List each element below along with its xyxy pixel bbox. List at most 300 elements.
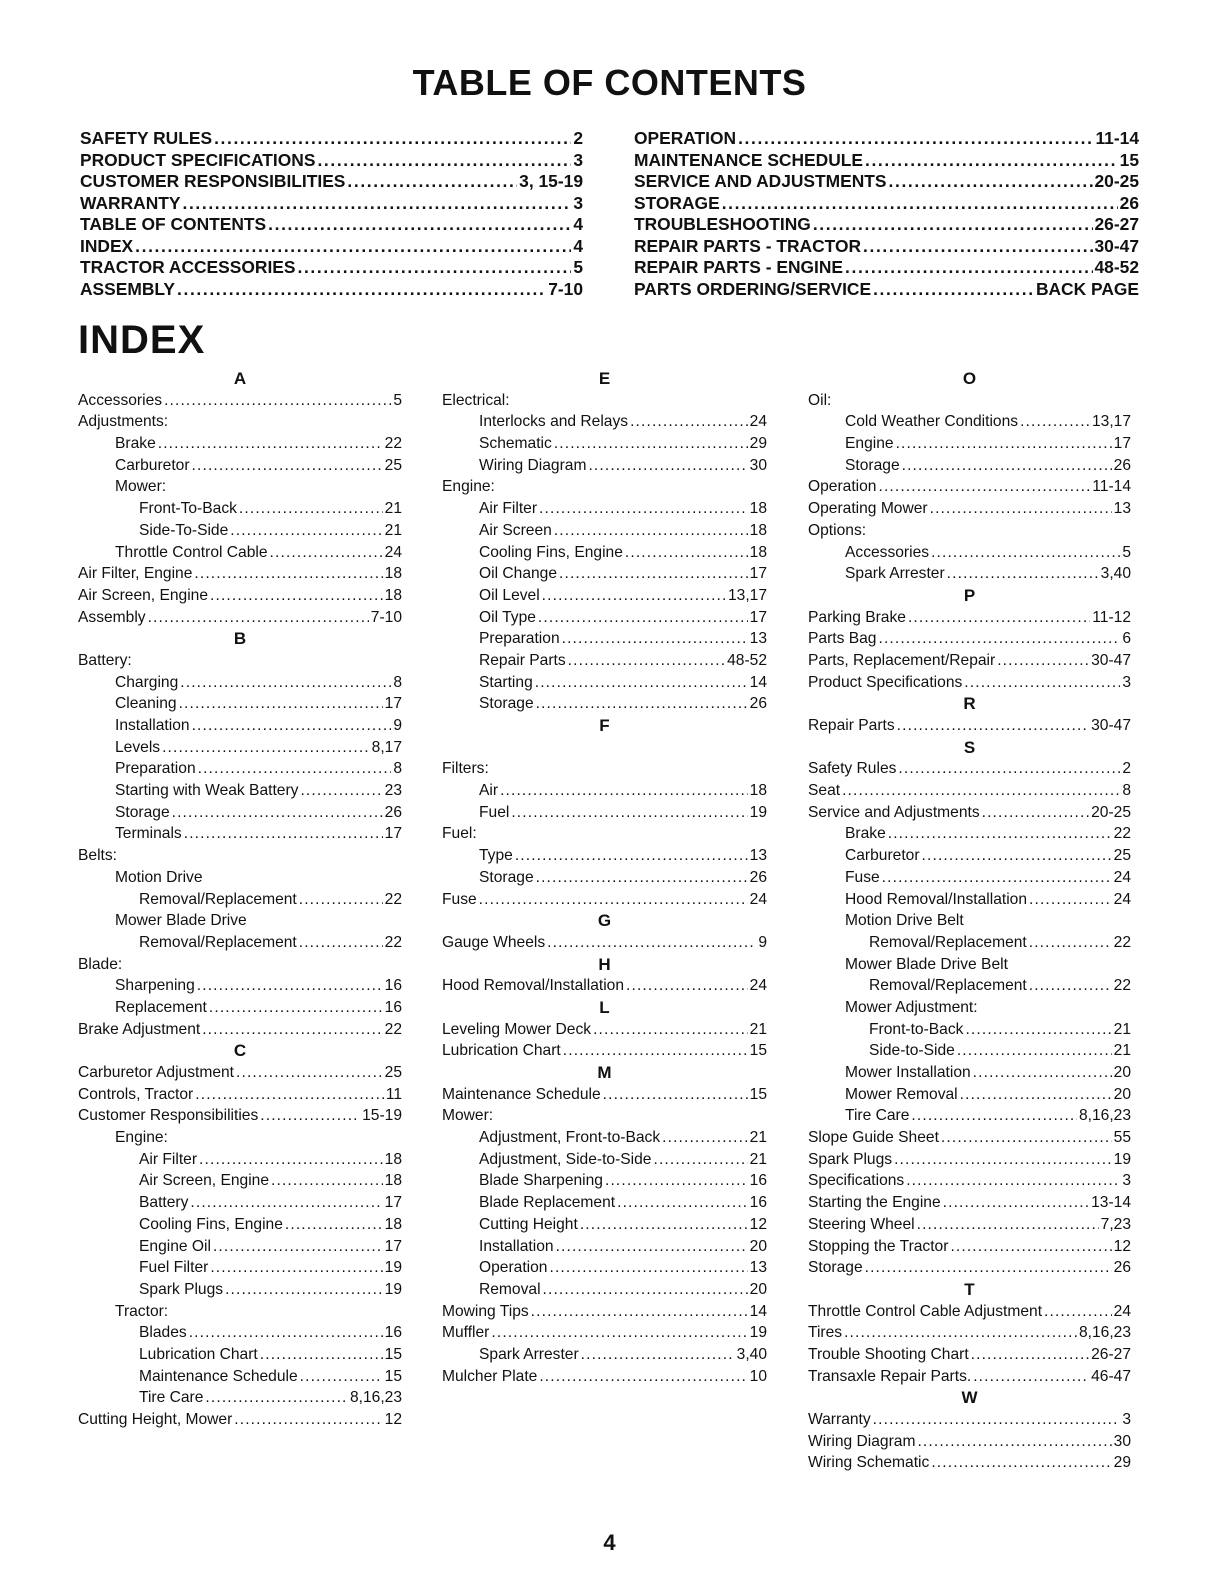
dot-leader (603, 1084, 748, 1106)
toc-entry-label: PRODUCT SPECIFICATIONS (80, 149, 316, 170)
index-entry (78, 390, 402, 412)
index-entry-label: Battery (139, 1194, 189, 1212)
index-heading: INDEX (78, 318, 206, 362)
index-entry (808, 1040, 1131, 1062)
index-entry-label: Tractor: (115, 1302, 169, 1320)
dot-leader (543, 1279, 748, 1301)
dot-leader (515, 845, 748, 867)
index-entry (808, 845, 1131, 867)
index-entry-page: 30-47 (1091, 651, 1131, 669)
dot-leader (205, 1387, 348, 1409)
index-entry-page: 18 (384, 1150, 402, 1168)
index-entry-label: Brake (115, 435, 156, 453)
index-entry-label: Throttle Control Cable (115, 543, 268, 561)
toc-entry (80, 128, 583, 150)
index-entry (78, 1236, 402, 1258)
index-entry (808, 628, 1131, 650)
toc-entry (634, 279, 1139, 301)
index-entry (78, 867, 402, 889)
dot-leader (317, 150, 571, 172)
index-entry (442, 542, 767, 564)
index-entry (78, 563, 402, 585)
index-entry (808, 910, 1131, 932)
index-entry (808, 520, 1131, 542)
index-entry-page: 3,40 (1100, 565, 1131, 583)
index-entry-label: Maintenance Schedule (139, 1367, 298, 1385)
index-entry-label: Oil: (808, 391, 832, 409)
index-entry-label: Fuel (479, 803, 510, 821)
index-entry-label: Lubrication Chart (442, 1042, 561, 1060)
index-entry-label: Throttle Control Cable Adjustment (808, 1302, 1043, 1320)
dot-leader (539, 1366, 747, 1388)
dot-leader (906, 1170, 1120, 1192)
dot-leader (917, 1431, 1111, 1453)
index-entry (808, 563, 1131, 585)
dot-leader (973, 1062, 1112, 1084)
dot-leader (898, 758, 1120, 780)
index-entry (78, 520, 402, 542)
index-entry-page: 2 (1122, 760, 1131, 778)
dot-leader (593, 1019, 748, 1041)
dot-leader (190, 1192, 382, 1214)
dot-leader (896, 433, 1112, 455)
index-entry-page: 48-52 (727, 651, 767, 669)
dot-leader (957, 1040, 1112, 1062)
index-entry-page: 16 (384, 977, 402, 995)
index-entry-page: 13-14 (1091, 1194, 1131, 1212)
index-entry-page: 17 (384, 1237, 402, 1255)
dot-leader (347, 171, 517, 193)
index-entry (78, 823, 402, 845)
toc-entry (634, 214, 1139, 236)
index-entry-label: Storage (479, 868, 534, 886)
index-entry-page: 3,40 (736, 1345, 767, 1363)
index-entry (78, 1301, 402, 1323)
dot-leader (625, 542, 748, 564)
index-entry-page: 21 (384, 500, 402, 518)
toc-entry-label: SAFETY RULES (80, 128, 213, 148)
index-entry-page: 24 (1113, 890, 1131, 908)
index-entry (808, 823, 1131, 845)
dot-leader (873, 279, 1034, 301)
index-entry (442, 845, 767, 867)
index-entry (442, 1257, 767, 1279)
toc-entry-page: 3 (573, 149, 583, 170)
index-entry (808, 954, 1131, 976)
dot-leader (865, 1257, 1112, 1279)
index-letter-heading: S (963, 737, 976, 757)
index-entry-label: Removal (479, 1280, 541, 1298)
index-entry-label: Operating Mower (808, 500, 928, 518)
index-entry-label: Cooling Fins, Engine (479, 543, 623, 561)
index-entry-page: 8 (393, 673, 402, 691)
index-entry-label: Blade Sharpening (479, 1172, 603, 1190)
dot-leader (580, 1214, 748, 1236)
index-entry-label: Mower Removal (845, 1085, 958, 1103)
index-entry-page: 26 (749, 868, 767, 886)
index-entry-page: 22 (384, 1020, 402, 1038)
index-entry-page: 17 (384, 695, 402, 713)
index-entry-page: 22 (384, 933, 402, 951)
dot-leader (230, 520, 382, 542)
dot-leader (135, 236, 571, 258)
index-entry-label: Oil Level (479, 586, 540, 604)
index-entry-label: Leveling Mower Deck (442, 1020, 592, 1038)
index-entry-label: Engine: (442, 478, 495, 496)
dot-leader (162, 737, 370, 759)
index-entry (442, 585, 767, 607)
dot-leader (1029, 932, 1112, 954)
toc-entry-label: MAINTENANCE SCHEDULE (634, 149, 863, 170)
toc-entry (80, 279, 583, 301)
index-entry (78, 1344, 402, 1366)
index-letter-heading: G (597, 911, 612, 931)
index-entry-label: Brake Adjustment (78, 1020, 201, 1038)
index-entry (78, 1387, 402, 1409)
index-entry-page: 46-47 (1091, 1367, 1131, 1385)
dot-leader (299, 889, 383, 911)
dot-leader (554, 433, 748, 455)
index-entry-page: 22 (384, 435, 402, 453)
index-entry-label: Spark Plugs (139, 1280, 224, 1298)
index-entry-label: Accessories (78, 391, 163, 409)
index-entry (78, 672, 402, 694)
toc-entry-page: 15 (1119, 149, 1139, 170)
index-entry (442, 758, 767, 780)
dot-leader (563, 1040, 748, 1062)
index-entry-page: 17 (384, 1194, 402, 1212)
index-entry-label: Replacement (115, 998, 207, 1016)
toc-entry (634, 193, 1139, 215)
index-entry-page: 24 (749, 890, 767, 908)
index-entry-page: 30-47 (1091, 717, 1131, 734)
dot-leader (617, 1192, 748, 1214)
index-entry-label: Blade Replacement (479, 1194, 616, 1212)
index-entry (442, 693, 767, 715)
index-entry-page: 24 (1113, 868, 1131, 886)
index-entry-label: Front-to-Back (869, 1020, 964, 1038)
index-letter-heading: E (598, 369, 611, 388)
index-entry-label: Carburetor (115, 456, 190, 474)
index-entry-label: Storage (479, 695, 534, 713)
dot-leader (878, 476, 1090, 498)
index-letter-heading: C (233, 1041, 247, 1061)
index-entry-page: 19 (749, 803, 767, 821)
index-entry (78, 607, 402, 629)
index-entry-label: Sharpening (115, 977, 195, 995)
dot-leader (202, 1019, 382, 1041)
index-entry-label: Tire Care (845, 1107, 910, 1125)
index-entry-page: 20 (749, 1237, 767, 1255)
index-entry-page: 18 (384, 565, 402, 583)
dot-leader (1029, 889, 1112, 911)
index-entry-label: Air Screen (479, 521, 552, 539)
toc-entry-page: 7-10 (548, 278, 583, 299)
index-entry-page: 9 (758, 933, 767, 951)
index-entry-label: Cold Weather Conditions (845, 413, 1019, 431)
index-entry-page: 23 (384, 782, 402, 800)
index-entry (808, 1236, 1131, 1258)
index-entry-label: Mower Blade Drive Belt (845, 955, 1008, 973)
dot-leader (1020, 411, 1090, 433)
index-entry-label: Electrical: (442, 391, 510, 409)
index-entry-page: 14 (749, 1302, 767, 1320)
index-entry-page: 24 (1113, 1302, 1131, 1320)
toc-entry-page: 5 (573, 257, 583, 277)
dot-leader (197, 975, 383, 997)
index-entry (442, 520, 767, 542)
index-entry-label: Accessories (845, 543, 930, 561)
index-entry (808, 715, 1131, 737)
dot-leader (198, 758, 392, 780)
index-entry (78, 889, 402, 911)
index-entry (808, 390, 1131, 412)
index-entry-label: Motion Drive Belt (845, 912, 964, 930)
index-entry (442, 1236, 767, 1258)
index-entry-page: 22 (1113, 825, 1131, 843)
index-entry-page: 26 (384, 803, 402, 821)
index-entry-page: 11-12 (1092, 608, 1131, 626)
index-entry (808, 1214, 1131, 1236)
dot-leader (491, 1322, 747, 1344)
toc-entry (80, 214, 583, 236)
index-entry-page: 26 (1113, 456, 1131, 474)
index-entry-label: Starting (479, 673, 533, 691)
index-entry-label: Storage (115, 803, 170, 821)
index-entry-page: 8,17 (371, 738, 402, 756)
index-entry-page: 7-10 (370, 608, 402, 626)
index-entry (808, 1301, 1131, 1323)
index-entry-label: Engine (845, 435, 894, 453)
dot-leader (554, 520, 748, 542)
dot-leader (195, 1084, 384, 1106)
index-entry (78, 433, 402, 455)
dot-leader (192, 455, 383, 477)
dot-leader (626, 975, 748, 997)
index-letter-heading: A (233, 369, 247, 388)
index-letter-heading: T (964, 1279, 975, 1299)
index-entry (808, 1149, 1131, 1171)
index-entry-label: Warranty (808, 1411, 871, 1428)
index-entry-label: Specifications (808, 1172, 905, 1190)
index-entry (442, 650, 767, 672)
index-entry (442, 672, 767, 694)
dot-leader (180, 672, 391, 694)
index-entry (808, 498, 1131, 520)
index-entry-page: 12 (749, 1215, 767, 1233)
index-entry-page: 13 (749, 847, 767, 865)
toc-entry-page: 30-47 (1094, 235, 1139, 256)
toc-entry (634, 236, 1139, 258)
index-entry (808, 1127, 1131, 1149)
index-entry (78, 758, 402, 780)
index-entry (78, 1214, 402, 1236)
toc-entry (634, 150, 1139, 172)
index-entry-label: Spark Plugs (808, 1150, 893, 1168)
index-entry (78, 975, 402, 997)
index-entry (808, 650, 1131, 672)
index-entry-label: Air (479, 782, 499, 800)
index-letter-heading: B (233, 629, 247, 649)
index-entry-page: 21 (384, 521, 402, 539)
dot-leader (271, 1170, 383, 1192)
toc-entry-label: REPAIR PARTS - ENGINE (634, 257, 844, 277)
index-entry-page: 8,16,23 (349, 1389, 402, 1407)
index-entry-page: 5 (393, 391, 402, 409)
toc-entry-page: 2 (573, 128, 583, 148)
dot-leader (531, 1301, 748, 1323)
index-entry-label: Options: (808, 521, 867, 539)
dot-leader (878, 628, 1120, 650)
index-entry-page: 16 (384, 998, 402, 1016)
dot-leader (177, 279, 546, 301)
index-entry (78, 476, 402, 498)
index-entry (78, 1322, 402, 1344)
index-entry-page: 21 (1113, 1042, 1131, 1060)
index-entry-label: Adjustment, Front-to-Back (479, 1129, 661, 1147)
index-entry-label: Product Specifications (808, 673, 963, 691)
index-entry-label: Parking Brake (808, 608, 906, 626)
index-entry-label: Starting with Weak Battery (115, 782, 299, 800)
index-entry (442, 1149, 767, 1171)
index-entry-label: Engine Oil (139, 1237, 211, 1255)
dot-leader (536, 693, 748, 715)
dot-leader (182, 193, 571, 215)
dot-leader (943, 1192, 1089, 1214)
index-entry (78, 780, 402, 802)
index-entry-page: 22 (384, 890, 402, 908)
index-entry-label: Storage (845, 456, 900, 474)
dot-leader (479, 889, 748, 911)
dot-leader (500, 780, 748, 802)
index-entry-label: Trouble Shooting Chart (808, 1345, 969, 1363)
index-entry-page: 12 (1113, 1237, 1131, 1255)
index-entry (78, 954, 402, 976)
index-entry-label: Controls, Tractor (78, 1085, 194, 1103)
index-entry (78, 1062, 402, 1084)
index-entry-label: Removal/Replacement (139, 890, 297, 908)
toc-entry-page: 3 (573, 192, 583, 213)
index-entry-label: Safety Rules (808, 760, 897, 778)
index-entry-page: 3 (1122, 673, 1131, 691)
dot-leader (738, 128, 1093, 150)
index-entry (78, 737, 402, 759)
index-entry-label: Spark Arrester (479, 1345, 579, 1363)
index-entry (442, 498, 767, 520)
index-entry (808, 1084, 1131, 1106)
index-entry-label: Fuse (442, 890, 477, 908)
index-entry (442, 1105, 767, 1127)
toc-right-column (634, 128, 1139, 300)
index-entry-page: 8 (393, 760, 402, 778)
index-entry-label: Parts Bag (808, 630, 877, 648)
index-entry (442, 455, 767, 477)
index-entry (808, 1431, 1131, 1453)
index-entry-page: 20 (749, 1280, 767, 1298)
dot-leader (902, 455, 1112, 477)
index-entry-page: 6 (1122, 630, 1131, 648)
toc-entry-label: PARTS ORDERING/SERVICE (634, 278, 872, 299)
dot-leader (931, 542, 1120, 564)
index-entry-label: Adjustments: (78, 413, 169, 431)
index-entry-label: Charging (115, 673, 179, 691)
index-entry (442, 1192, 767, 1214)
dot-leader (300, 780, 382, 802)
index-entry (78, 715, 402, 737)
spacer (442, 737, 767, 759)
dot-leader (845, 257, 1092, 279)
toc-entry (80, 193, 583, 215)
toc-entry (80, 257, 583, 279)
dot-leader (922, 845, 1112, 867)
index-entry-page: 8 (1122, 782, 1131, 800)
index-entry-label: Terminals (115, 825, 182, 843)
toc-left-column (80, 128, 583, 300)
index-entry-page: 15 (384, 1345, 402, 1363)
dot-leader (547, 932, 756, 954)
index-entry (442, 1214, 767, 1236)
index-entry-page: 3 (1122, 1172, 1131, 1190)
index-entry (808, 1170, 1131, 1192)
dot-leader (549, 1257, 747, 1279)
dot-leader (931, 1452, 1111, 1474)
index-entry (442, 607, 767, 629)
index-entry-label: Removal/Replacement (869, 977, 1027, 995)
dot-leader (184, 823, 383, 845)
index-entry (78, 1279, 402, 1301)
index-entry-page: 15-19 (362, 1107, 402, 1125)
index-entry-label: Muffler (442, 1324, 490, 1342)
index-entry-label: Installation (115, 717, 190, 734)
dot-leader (653, 1149, 747, 1171)
dot-leader (210, 585, 383, 607)
index-entry-page: 21 (1113, 1020, 1131, 1038)
index-entry (78, 1192, 402, 1214)
dot-leader (897, 715, 1089, 737)
index-entry-label: Preparation (115, 760, 196, 778)
index-entry-label: Adjustment, Side-to-Side (479, 1150, 652, 1168)
index-entry-page: 15 (749, 1042, 767, 1060)
dot-leader (863, 236, 1092, 258)
index-entry-label: Carburetor (845, 847, 920, 865)
index-entry-label: Levels (115, 738, 161, 756)
index-entry-page: 18 (749, 500, 767, 518)
index-letter-heading: R (963, 694, 976, 714)
index-entry (808, 1019, 1131, 1041)
index-entry-page: 20 (1113, 1064, 1131, 1081)
index-entry (808, 758, 1131, 780)
index-entry-page: 9 (393, 717, 402, 734)
index-entry (442, 1301, 767, 1323)
index-entry-page: 8,16,23 (1078, 1107, 1131, 1125)
index-entry-page: 13 (749, 1259, 767, 1277)
index-entry-page: 17 (749, 565, 767, 583)
index-entry-page: 24 (749, 413, 767, 431)
index-entry-page: 15 (749, 1085, 767, 1103)
index-entry-label: Mowing Tips (442, 1302, 529, 1320)
dot-leader (158, 433, 383, 455)
index-entry-label: Cutting Height (479, 1215, 578, 1233)
index-entry-page: 25 (384, 1064, 402, 1081)
index-entry (808, 780, 1131, 802)
dot-leader (722, 193, 1118, 215)
dot-leader (194, 563, 382, 585)
index-entry (808, 1452, 1131, 1474)
index-entry (78, 1084, 402, 1106)
index-entry-page: 17 (749, 608, 767, 626)
index-entry-label: Spark Arrester (845, 565, 945, 583)
index-entry-label: Type (479, 847, 513, 865)
